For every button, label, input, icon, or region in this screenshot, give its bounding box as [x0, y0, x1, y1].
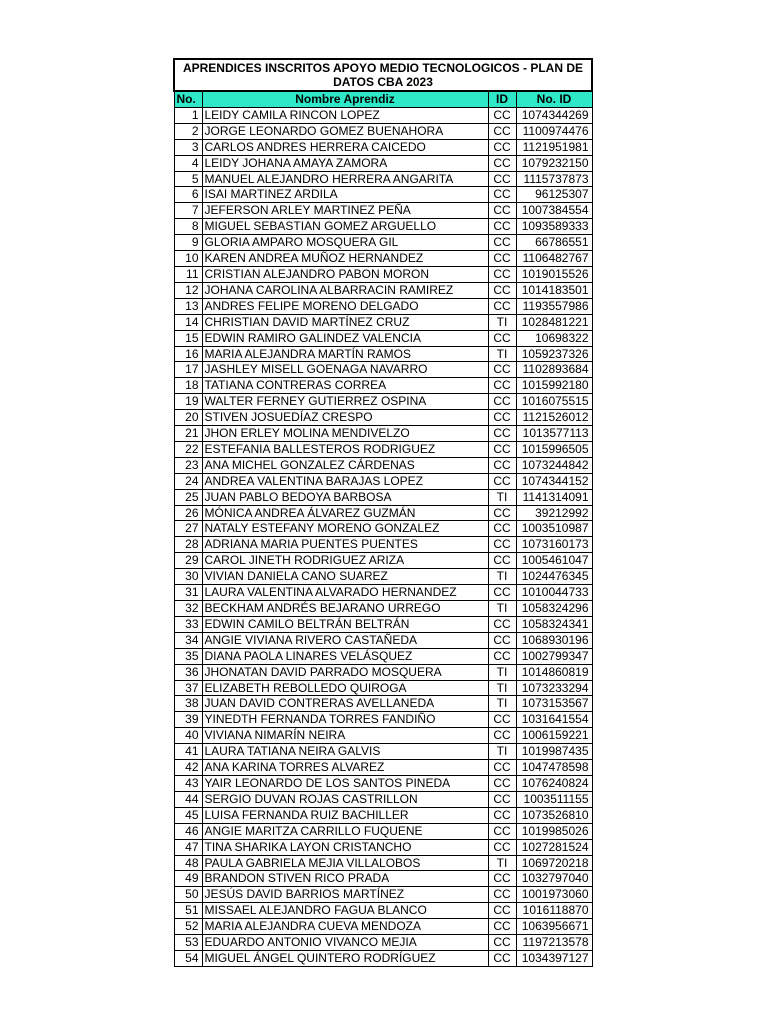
row-number-cell[interactable]: 14: [174, 314, 202, 330]
id-number-cell[interactable]: 1106482767: [516, 251, 592, 267]
id-number-cell[interactable]: 1073233294: [516, 680, 592, 696]
table-row: [174, 426, 592, 442]
row-number-cell[interactable]: 32: [174, 601, 202, 617]
name-cell[interactable]: MARIA ALEJANDRA CUEVA MENDOZA: [202, 919, 488, 935]
table-row: [174, 935, 592, 951]
name-cell[interactable]: CAROL JINETH RODRIGUEZ ARIZA: [202, 553, 488, 569]
table-row: [174, 346, 592, 362]
id-type-cell[interactable]: CC: [488, 107, 516, 123]
name-cell[interactable]: JUAN PABLO BEDOYA BARBOSA: [202, 489, 488, 505]
id-number-cell[interactable]: 1027281524: [516, 839, 592, 855]
table-row: [174, 505, 592, 521]
row-number-cell[interactable]: 13: [174, 298, 202, 314]
id-type-cell[interactable]: CC: [488, 632, 516, 648]
table-row: [174, 362, 592, 378]
id-type-cell[interactable]: TI: [488, 696, 516, 712]
name-cell[interactable]: BECKHAM ANDRÉS BEJARANO URREGO: [202, 601, 488, 617]
table-row: [174, 616, 592, 632]
table-row: [174, 648, 592, 664]
row-number-cell[interactable]: 21: [174, 426, 202, 442]
name-cell[interactable]: ANA MICHEL GONZALEZ CÁRDENAS: [202, 457, 488, 473]
id-type-cell[interactable]: CC: [488, 330, 516, 346]
id-type-cell[interactable]: CC: [488, 553, 516, 569]
id-type-cell[interactable]: CC: [488, 648, 516, 664]
row-number-cell[interactable]: 50: [174, 887, 202, 903]
table-row: [174, 919, 592, 935]
id-number-cell[interactable]: 1015992180: [516, 378, 592, 394]
row-number-cell[interactable]: 15: [174, 330, 202, 346]
id-number-cell[interactable]: 1003511155: [516, 791, 592, 807]
id-type-cell[interactable]: CC: [488, 362, 516, 378]
name-cell[interactable]: MIGUEL ÁNGEL QUINTERO RODRÍGUEZ: [202, 950, 488, 966]
row-number-cell[interactable]: 36: [174, 664, 202, 680]
row-number-cell[interactable]: 28: [174, 537, 202, 553]
id-number-cell[interactable]: 1121951981: [516, 139, 592, 155]
id-number-cell[interactable]: 1076240824: [516, 775, 592, 791]
id-number-cell[interactable]: 1001973060: [516, 887, 592, 903]
table-row: [174, 775, 592, 791]
id-type-cell[interactable]: CC: [488, 919, 516, 935]
id-type-cell[interactable]: CC: [488, 394, 516, 410]
table-row: [174, 410, 592, 426]
name-cell[interactable]: PAULA GABRIELA MEJIA VILLALOBOS: [202, 855, 488, 871]
name-cell[interactable]: EDWIN CAMILO BELTRÁN BELTRÁN: [202, 616, 488, 632]
row-number-cell[interactable]: 3: [174, 139, 202, 155]
name-cell[interactable]: JUAN DAVID CONTRERAS AVELLANEDA: [202, 696, 488, 712]
id-number-cell[interactable]: 39212992: [516, 505, 592, 521]
id-type-cell[interactable]: CC: [488, 505, 516, 521]
id-type-cell[interactable]: CC: [488, 585, 516, 601]
id-number-cell[interactable]: 1019987435: [516, 744, 592, 760]
id-type-cell[interactable]: TI: [488, 346, 516, 362]
id-number-cell[interactable]: 96125307: [516, 187, 592, 203]
table-row: [174, 123, 592, 139]
id-number-cell[interactable]: 1019015526: [516, 266, 592, 282]
table-row: [174, 203, 592, 219]
row-number-cell[interactable]: 7: [174, 203, 202, 219]
id-number-cell[interactable]: 1047478598: [516, 760, 592, 776]
row-number-cell[interactable]: 10: [174, 251, 202, 267]
id-number-cell[interactable]: 1073526810: [516, 807, 592, 823]
table-row: [174, 760, 592, 776]
id-type-cell[interactable]: TI: [488, 489, 516, 505]
table-row: [174, 601, 592, 617]
name-cell[interactable]: ANGIE MARITZA CARRILLO FUQUENE: [202, 823, 488, 839]
id-type-cell[interactable]: CC: [488, 950, 516, 966]
header-name[interactable]: Nombre Aprendiz: [202, 91, 488, 107]
row-number-cell[interactable]: 24: [174, 473, 202, 489]
name-cell[interactable]: LUISA FERNANDA RUIZ BACHILLER: [202, 807, 488, 823]
row-number-cell[interactable]: 44: [174, 791, 202, 807]
table-row: [174, 378, 592, 394]
row-number-cell[interactable]: 42: [174, 760, 202, 776]
name-cell[interactable]: TATIANA CONTRERAS CORREA: [202, 378, 488, 394]
id-number-cell[interactable]: 1074344152: [516, 473, 592, 489]
row-number-cell[interactable]: 43: [174, 775, 202, 791]
id-number-cell[interactable]: 1068930196: [516, 632, 592, 648]
name-cell[interactable]: MIGUEL SEBASTIAN GOMEZ ARGUELLO: [202, 219, 488, 235]
name-cell[interactable]: CHRISTIAN DAVID MARTÍNEZ CRUZ: [202, 314, 488, 330]
id-number-cell[interactable]: 1034397127: [516, 950, 592, 966]
id-type-cell[interactable]: CC: [488, 728, 516, 744]
table-row: [174, 457, 592, 473]
id-number-cell[interactable]: 1031641554: [516, 712, 592, 728]
id-number-cell[interactable]: 1141314091: [516, 489, 592, 505]
name-cell[interactable]: CARLOS ANDRES HERRERA CAICEDO: [202, 139, 488, 155]
row-number-cell[interactable]: 25: [174, 489, 202, 505]
name-cell[interactable]: MANUEL ALEJANDRO HERRERA ANGARITA: [202, 171, 488, 187]
id-type-cell[interactable]: CC: [488, 903, 516, 919]
table-title: APRENDICES INSCRITOS APOYO MEDIO TECNOLOGICOS - PLAN DE DATOS CBA 2023: [174, 59, 592, 91]
id-number-cell[interactable]: 1059237326: [516, 346, 592, 362]
id-number-cell[interactable]: 1063956671: [516, 919, 592, 935]
id-number-cell[interactable]: 1019985026: [516, 823, 592, 839]
name-cell[interactable]: TINA SHARIKA LAYON CRISTANCHO: [202, 839, 488, 855]
id-type-cell[interactable]: CC: [488, 616, 516, 632]
table-row: [174, 569, 592, 585]
table-row: [174, 871, 592, 887]
row-number-cell[interactable]: 18: [174, 378, 202, 394]
id-type-cell[interactable]: CC: [488, 521, 516, 537]
row-number-cell[interactable]: 41: [174, 744, 202, 760]
id-number-cell[interactable]: 1016075515: [516, 394, 592, 410]
table-row: [174, 473, 592, 489]
spreadsheet: [173, 58, 591, 967]
id-type-cell[interactable]: CC: [488, 935, 516, 951]
name-cell[interactable]: JHONATAN DAVID PARRADO MOSQUERA: [202, 664, 488, 680]
row-number-cell[interactable]: 27: [174, 521, 202, 537]
id-number-cell[interactable]: 1013577113: [516, 426, 592, 442]
table-row: [174, 441, 592, 457]
id-number-cell[interactable]: 1006159221: [516, 728, 592, 744]
name-cell[interactable]: SERGIO DUVAN ROJAS CASTRILLON: [202, 791, 488, 807]
name-cell[interactable]: ELIZABETH REBOLLEDO QUIROGA: [202, 680, 488, 696]
table-row: [174, 521, 592, 537]
id-type-cell[interactable]: CC: [488, 155, 516, 171]
table-row: [174, 712, 592, 728]
table-row: [174, 823, 592, 839]
table-row: [174, 282, 592, 298]
table-row: [174, 219, 592, 235]
row-number-cell[interactable]: 17: [174, 362, 202, 378]
id-type-cell[interactable]: CC: [488, 823, 516, 839]
row-number-cell[interactable]: 23: [174, 457, 202, 473]
id-type-cell[interactable]: TI: [488, 855, 516, 871]
row-number-cell[interactable]: 35: [174, 648, 202, 664]
id-number-cell[interactable]: 1028481221: [516, 314, 592, 330]
row-number-cell[interactable]: 54: [174, 950, 202, 966]
row-number-cell[interactable]: 30: [174, 569, 202, 585]
table-row: [174, 791, 592, 807]
id-type-cell[interactable]: CC: [488, 203, 516, 219]
id-number-cell[interactable]: 1121526012: [516, 410, 592, 426]
name-cell[interactable]: ANA KARINA TORRES ALVAREZ: [202, 760, 488, 776]
table-row: [174, 187, 592, 203]
row-number-cell[interactable]: 8: [174, 219, 202, 235]
name-cell[interactable]: ANDREA VALENTINA BARAJAS LOPEZ: [202, 473, 488, 489]
id-number-cell[interactable]: 1032797040: [516, 871, 592, 887]
row-number-cell[interactable]: 52: [174, 919, 202, 935]
id-type-cell[interactable]: CC: [488, 123, 516, 139]
table-row: [174, 728, 592, 744]
id-number-cell[interactable]: 10698322: [516, 330, 592, 346]
id-type-cell[interactable]: TI: [488, 664, 516, 680]
id-type-cell[interactable]: CC: [488, 266, 516, 282]
id-type-cell[interactable]: TI: [488, 314, 516, 330]
id-number-cell[interactable]: 1073160173: [516, 537, 592, 553]
id-number-cell[interactable]: 1193557986: [516, 298, 592, 314]
name-cell[interactable]: LEIDY JOHANA AMAYA ZAMORA: [202, 155, 488, 171]
id-type-cell[interactable]: CC: [488, 235, 516, 251]
name-cell[interactable]: MARIA ALEJANDRA MARTÍN RAMOS: [202, 346, 488, 362]
row-number-cell[interactable]: 51: [174, 903, 202, 919]
name-cell[interactable]: LAURA VALENTINA ALVARADO HERNANDEZ: [202, 585, 488, 601]
table-row: [174, 553, 592, 569]
id-type-cell[interactable]: CC: [488, 378, 516, 394]
id-number-cell[interactable]: 1014183501: [516, 282, 592, 298]
id-number-cell[interactable]: 1010044733: [516, 585, 592, 601]
id-type-cell[interactable]: CC: [488, 839, 516, 855]
id-number-cell[interactable]: 1024476345: [516, 569, 592, 585]
row-number-cell[interactable]: 26: [174, 505, 202, 521]
id-type-cell[interactable]: TI: [488, 569, 516, 585]
table-row: [174, 266, 592, 282]
table-row: [174, 314, 592, 330]
row-number-cell[interactable]: 16: [174, 346, 202, 362]
row-number-cell[interactable]: 5: [174, 171, 202, 187]
header-id[interactable]: ID: [488, 91, 516, 107]
id-number-cell[interactable]: 1093589333: [516, 219, 592, 235]
table-row: [174, 155, 592, 171]
name-cell[interactable]: JOHANA CAROLINA ALBARRACIN RAMIREZ: [202, 282, 488, 298]
table-row: [174, 950, 592, 966]
name-cell[interactable]: YINEDTH FERNANDA TORRES FANDIÑO: [202, 712, 488, 728]
id-type-cell[interactable]: CC: [488, 219, 516, 235]
name-cell[interactable]: JASHLEY MISELL GOENAGA NAVARRO: [202, 362, 488, 378]
table-row: [174, 330, 592, 346]
table-body: [174, 107, 592, 966]
name-cell[interactable]: MÓNICA ANDREA ÁLVAREZ GUZMÁN: [202, 505, 488, 521]
table-row: [174, 251, 592, 267]
name-cell[interactable]: VIVIANA NIMARÍN NEIRA: [202, 728, 488, 744]
row-number-cell[interactable]: 29: [174, 553, 202, 569]
id-number-cell[interactable]: 1079232150: [516, 155, 592, 171]
name-cell[interactable]: JHON ERLEY MOLINA MENDIVELZO: [202, 426, 488, 442]
row-number-cell[interactable]: 1: [174, 107, 202, 123]
row-number-cell[interactable]: 53: [174, 935, 202, 951]
id-type-cell[interactable]: CC: [488, 807, 516, 823]
id-number-cell[interactable]: 1007384554: [516, 203, 592, 219]
id-type-cell[interactable]: CC: [488, 187, 516, 203]
id-number-cell[interactable]: 1073153567: [516, 696, 592, 712]
id-type-cell[interactable]: CC: [488, 251, 516, 267]
name-cell[interactable]: GLORIA AMPARO MOSQUERA GIL: [202, 235, 488, 251]
apprentices-table: [173, 58, 593, 967]
header-no-id[interactable]: No. ID: [516, 91, 592, 107]
id-type-cell[interactable]: TI: [488, 601, 516, 617]
name-cell[interactable]: YAIR LEONARDO DE LOS SANTOS PINEDA: [202, 775, 488, 791]
table-row: [174, 744, 592, 760]
row-number-cell[interactable]: 46: [174, 823, 202, 839]
table-row: [174, 107, 592, 123]
id-type-cell[interactable]: CC: [488, 298, 516, 314]
id-type-cell[interactable]: TI: [488, 744, 516, 760]
id-number-cell[interactable]: 1058324341: [516, 616, 592, 632]
row-number-cell[interactable]: 49: [174, 871, 202, 887]
id-number-cell[interactable]: 1058324296: [516, 601, 592, 617]
row-number-cell[interactable]: 19: [174, 394, 202, 410]
table-row: [174, 171, 592, 187]
id-type-cell[interactable]: CC: [488, 871, 516, 887]
name-cell[interactable]: WALTER FERNEY GUTIERREZ OSPINA: [202, 394, 488, 410]
id-number-cell[interactable]: 1073244842: [516, 457, 592, 473]
name-cell[interactable]: JORGE LEONARDO GOMEZ BUENAHORA: [202, 123, 488, 139]
name-cell[interactable]: EDWIN RAMIRO GALINDEZ VALENCIA: [202, 330, 488, 346]
row-number-cell[interactable]: 31: [174, 585, 202, 601]
id-type-cell[interactable]: CC: [488, 537, 516, 553]
id-type-cell[interactable]: CC: [488, 410, 516, 426]
id-type-cell[interactable]: CC: [488, 473, 516, 489]
row-number-cell[interactable]: 22: [174, 441, 202, 457]
id-number-cell[interactable]: 1115737873: [516, 171, 592, 187]
name-cell[interactable]: MISSAEL ALEJANDRO FAGUA BLANCO: [202, 903, 488, 919]
id-number-cell[interactable]: 1100974476: [516, 123, 592, 139]
row-number-cell[interactable]: 20: [174, 410, 202, 426]
name-cell[interactable]: ESTEFANIA BALLESTEROS RODRIGUEZ: [202, 441, 488, 457]
name-cell[interactable]: EDUARDO ANTONIO VIVANCO MEJIA: [202, 935, 488, 951]
table-row: [174, 585, 592, 601]
header-no[interactable]: No.: [174, 91, 202, 107]
row-number-cell[interactable]: 40: [174, 728, 202, 744]
name-cell[interactable]: KAREN ANDREA MUÑOZ HERNANDEZ: [202, 251, 488, 267]
table-row: [174, 855, 592, 871]
id-type-cell[interactable]: CC: [488, 139, 516, 155]
name-cell[interactable]: STIVEN JOSUEDÍAZ CRESPO: [202, 410, 488, 426]
id-type-cell[interactable]: CC: [488, 441, 516, 457]
id-number-cell[interactable]: 66786551: [516, 235, 592, 251]
row-number-cell[interactable]: 48: [174, 855, 202, 871]
id-number-cell[interactable]: 1197213578: [516, 935, 592, 951]
row-number-cell[interactable]: 39: [174, 712, 202, 728]
id-number-cell[interactable]: 1069720218: [516, 855, 592, 871]
header-row: [174, 91, 592, 107]
table-row: [174, 489, 592, 505]
row-number-cell[interactable]: 6: [174, 187, 202, 203]
name-cell[interactable]: ANGIE VIVIANA RIVERO CASTAÑEDA: [202, 632, 488, 648]
name-cell[interactable]: ANDRES FELIPE MORENO DELGADO: [202, 298, 488, 314]
id-number-cell[interactable]: 1003510987: [516, 521, 592, 537]
row-number-cell[interactable]: 34: [174, 632, 202, 648]
row-number-cell[interactable]: 47: [174, 839, 202, 855]
row-number-cell[interactable]: 4: [174, 155, 202, 171]
name-cell[interactable]: BRANDON STIVEN RICO PRADA: [202, 871, 488, 887]
id-type-cell[interactable]: TI: [488, 680, 516, 696]
id-number-cell[interactable]: 1015996505: [516, 441, 592, 457]
title-row: [174, 59, 592, 91]
name-cell[interactable]: ADRIANA MARIA PUENTES PUENTES: [202, 537, 488, 553]
row-number-cell[interactable]: 12: [174, 282, 202, 298]
id-type-cell[interactable]: CC: [488, 887, 516, 903]
id-type-cell[interactable]: CC: [488, 791, 516, 807]
id-type-cell[interactable]: CC: [488, 760, 516, 776]
table-row: [174, 632, 592, 648]
name-cell[interactable]: LAURA TATIANA NEIRA GALVIS: [202, 744, 488, 760]
id-type-cell[interactable]: CC: [488, 171, 516, 187]
table-row: [174, 903, 592, 919]
table-row: [174, 139, 592, 155]
id-number-cell[interactable]: 1016118870: [516, 903, 592, 919]
row-number-cell[interactable]: 33: [174, 616, 202, 632]
id-number-cell[interactable]: 1002799347: [516, 648, 592, 664]
row-number-cell[interactable]: 38: [174, 696, 202, 712]
name-cell[interactable]: JEFERSON ARLEY MARTINEZ PEÑA: [202, 203, 488, 219]
name-cell[interactable]: VIVIAN DANIELA CANO SUAREZ: [202, 569, 488, 585]
table-row: [174, 235, 592, 251]
id-number-cell[interactable]: 1014860819: [516, 664, 592, 680]
id-number-cell[interactable]: 1102893684: [516, 362, 592, 378]
table-row: [174, 839, 592, 855]
name-cell[interactable]: ISAI MARTINEZ ARDILA: [202, 187, 488, 203]
id-type-cell[interactable]: CC: [488, 426, 516, 442]
table-row: [174, 696, 592, 712]
id-type-cell[interactable]: CC: [488, 457, 516, 473]
table-row: [174, 537, 592, 553]
row-number-cell[interactable]: 2: [174, 123, 202, 139]
row-number-cell[interactable]: 45: [174, 807, 202, 823]
row-number-cell[interactable]: 37: [174, 680, 202, 696]
table-row: [174, 664, 592, 680]
id-type-cell[interactable]: CC: [488, 775, 516, 791]
id-number-cell[interactable]: 1005461047: [516, 553, 592, 569]
name-cell[interactable]: DIANA PAOLA LINARES VELÁSQUEZ: [202, 648, 488, 664]
table-row: [174, 394, 592, 410]
table-row: [174, 298, 592, 314]
row-number-cell[interactable]: 9: [174, 235, 202, 251]
table-row: [174, 807, 592, 823]
name-cell[interactable]: CRISTIAN ALEJANDRO PABON MORON: [202, 266, 488, 282]
name-cell[interactable]: NATALY ESTEFANY MORENO GONZALEZ: [202, 521, 488, 537]
id-type-cell[interactable]: CC: [488, 282, 516, 298]
name-cell[interactable]: LEIDY CAMILA RINCON LOPEZ: [202, 107, 488, 123]
table-row: [174, 680, 592, 696]
name-cell[interactable]: JESÚS DAVID BARRIOS MARTÍNEZ: [202, 887, 488, 903]
row-number-cell[interactable]: 11: [174, 266, 202, 282]
id-type-cell[interactable]: CC: [488, 712, 516, 728]
table-row: [174, 887, 592, 903]
id-number-cell[interactable]: 1074344269: [516, 107, 592, 123]
